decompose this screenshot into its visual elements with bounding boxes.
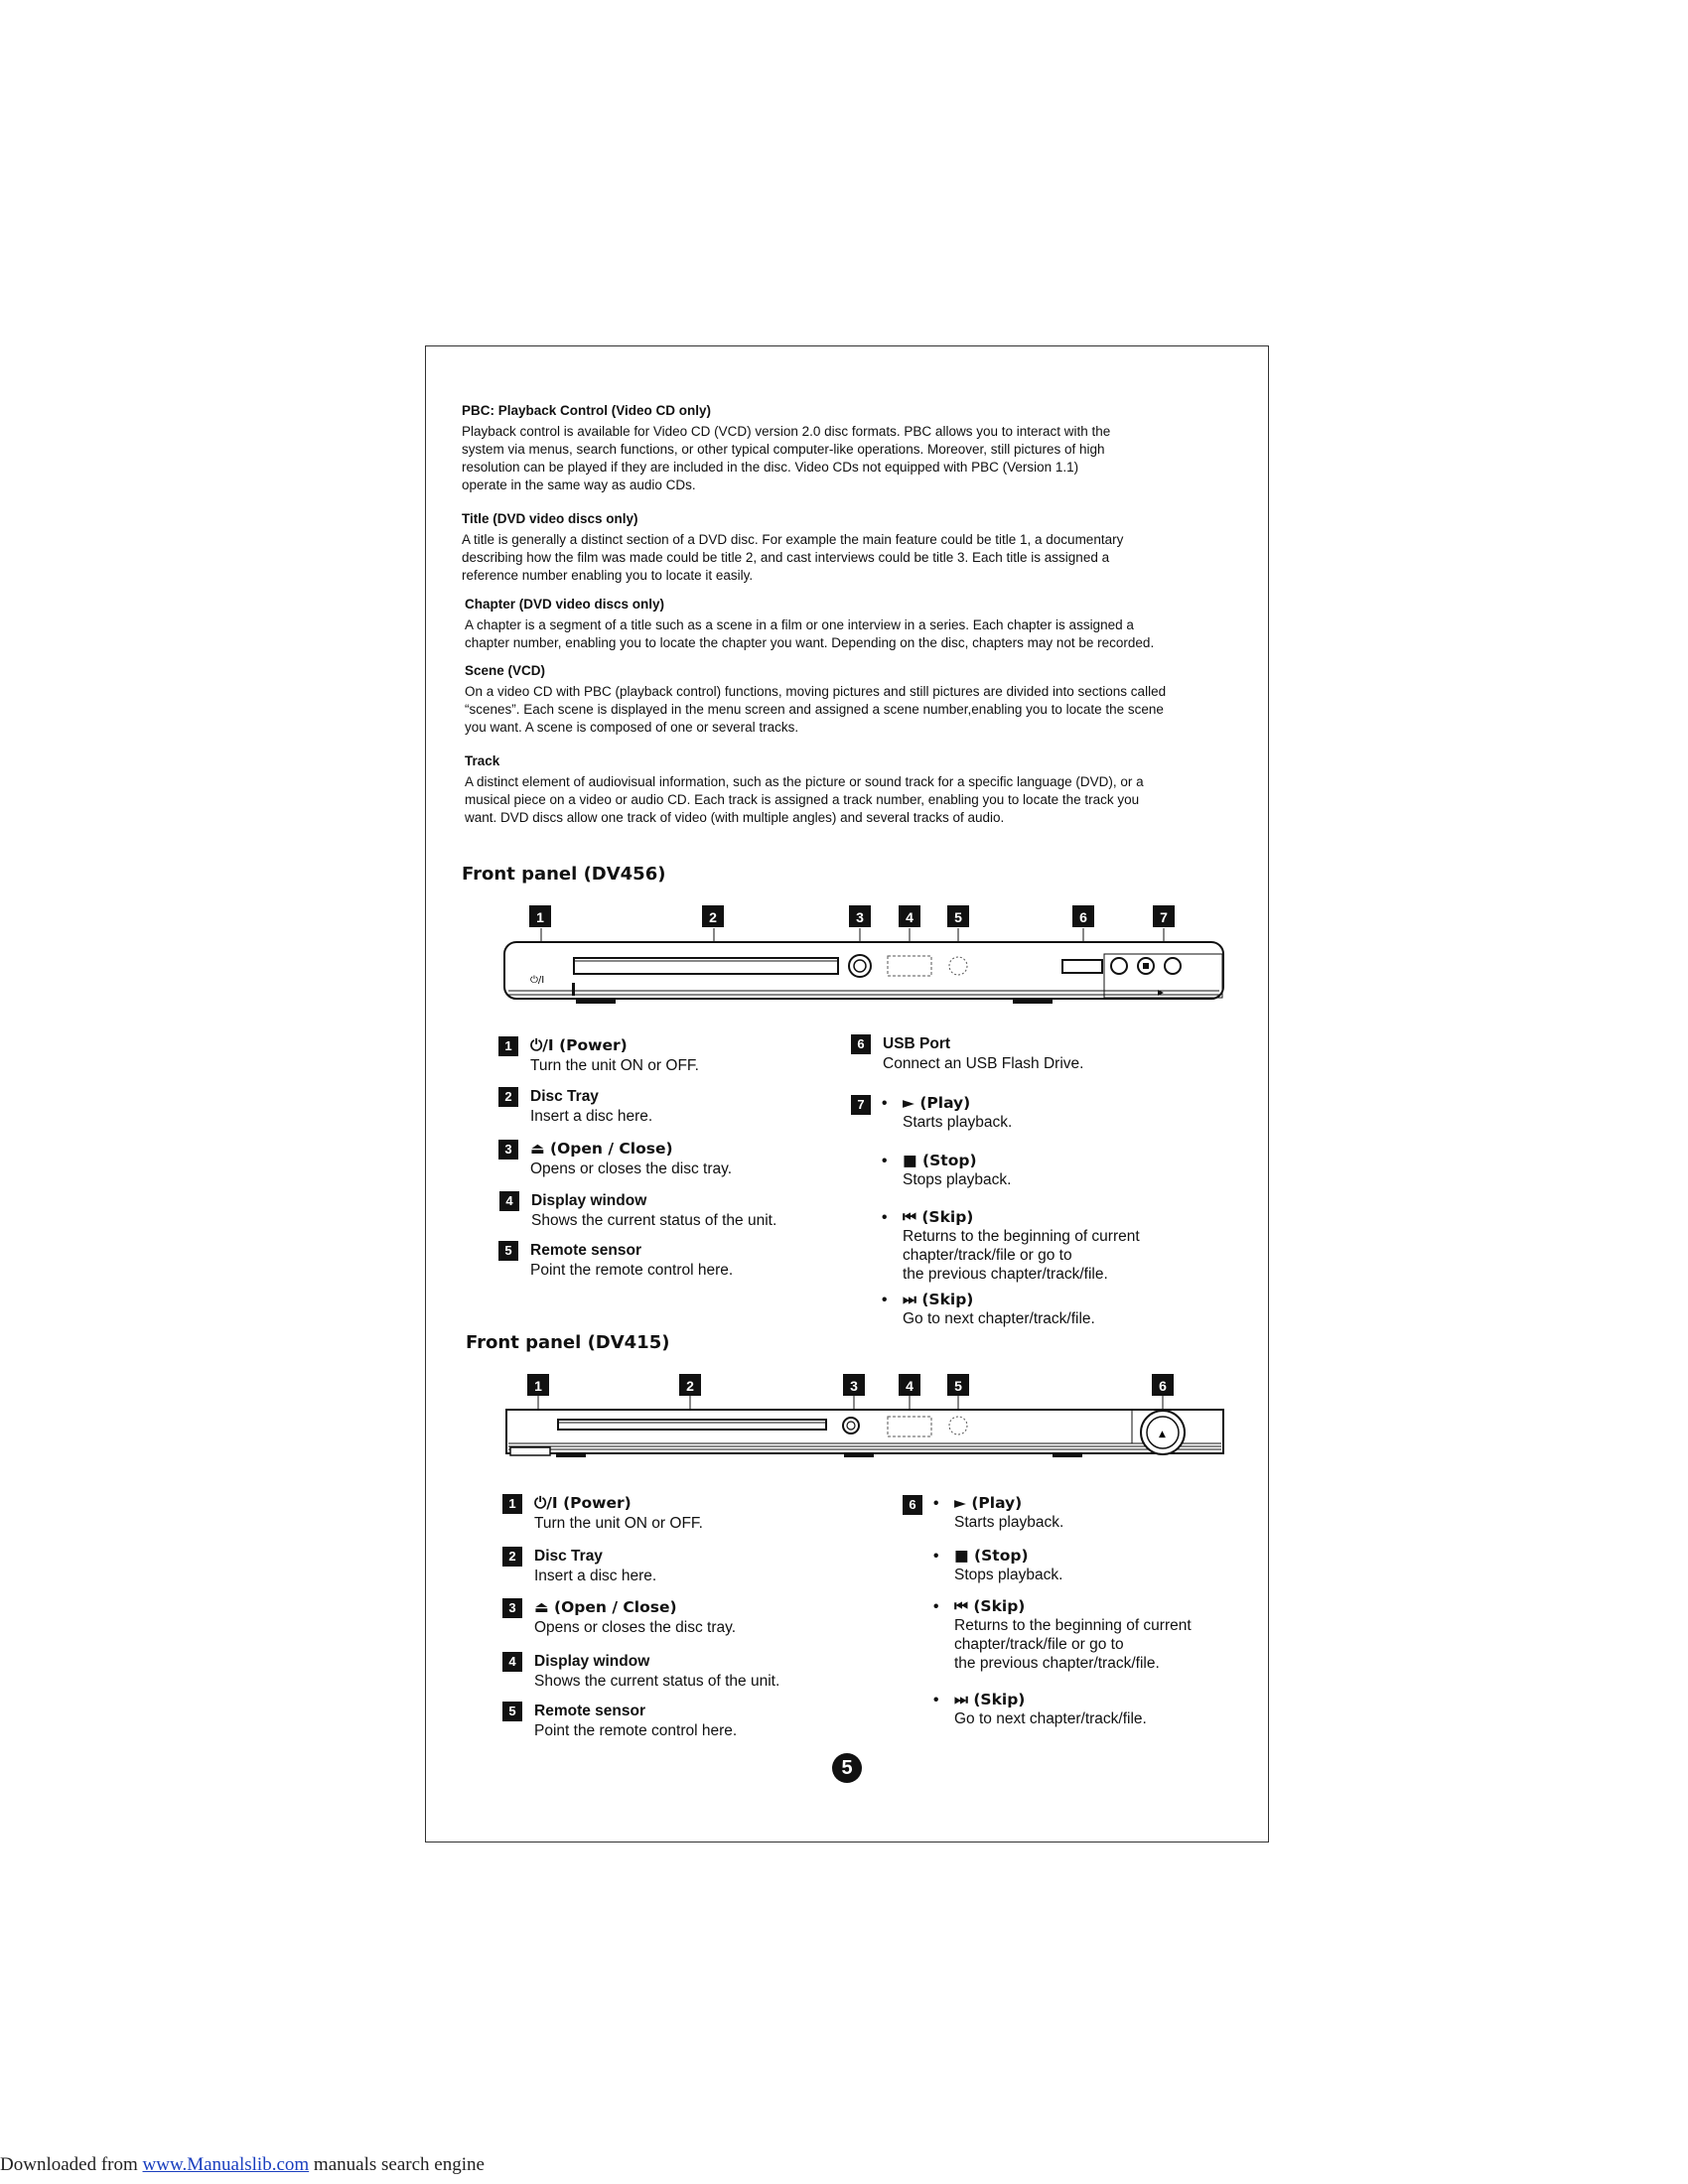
panel2-bullet-play: • ► (Play) Starts playback. bbox=[933, 1494, 1064, 1531]
dvd-player-dv456-illustration bbox=[496, 928, 1231, 1018]
bullet-desc: chapter/track/file or go to bbox=[954, 1636, 1124, 1653]
bullet-label: ⏭ (Skip) bbox=[954, 1691, 1026, 1708]
callout-marker: 5 bbox=[947, 1374, 969, 1396]
item-label: ⏻/I (Power) bbox=[534, 1494, 632, 1512]
footer-prefix: Downloaded from bbox=[0, 2154, 143, 2175]
item-marker: 6 bbox=[903, 1495, 922, 1515]
item-desc: Insert a disc here. bbox=[530, 1108, 653, 1125]
item-label: Display window bbox=[534, 1653, 650, 1670]
item-marker: 4 bbox=[499, 1191, 519, 1211]
bullet-desc: Go to next chapter/track/file. bbox=[954, 1710, 1147, 1727]
item-label: USB Port bbox=[883, 1035, 951, 1052]
section-body: A chapter is a segment of a title such as a scene in a film or one interview in a series. Each chapter is assigned a chapter number, enabling you to locate the chapter you want. Depending on the disc, chapters may not be recorded. bbox=[465, 617, 1155, 650]
panel1-item-disc-tray bbox=[498, 1087, 652, 1126]
panel1-item-power bbox=[498, 1036, 699, 1075]
panel2-item-power bbox=[502, 1494, 703, 1533]
panel1-bullet-skip-next: • ⏭ (Skip) Go to next chapter/track/file. bbox=[882, 1291, 1095, 1327]
panel1-item-usb-port bbox=[851, 1034, 1083, 1073]
item-label: Remote sensor bbox=[534, 1703, 645, 1719]
bullet-desc: Returns to the beginning of current bbox=[954, 1617, 1192, 1634]
item-label: Disc Tray bbox=[534, 1548, 603, 1565]
footer-link[interactable]: www.Manualslib.com bbox=[142, 2154, 310, 2175]
dvd-player-dv415-illustration bbox=[496, 1396, 1231, 1475]
panel2-item-disc-tray bbox=[502, 1547, 656, 1585]
bullet-desc: Stops playback. bbox=[954, 1567, 1063, 1583]
callout-marker: 6 bbox=[1072, 905, 1094, 927]
panel1-bullet-stop: • ■ (Stop) Stops playback. bbox=[882, 1152, 1012, 1188]
section-body: A distinct element of audiovisual information, such as the picture or sound track for a specific language (DVD), or a musical piece on a video or audio CD. Each track is assigned a track number, enabling you to locate the track you want. DVD discs allow one track of video (with multiple angles) and several tracks of audio. bbox=[465, 774, 1144, 825]
item-desc: Shows the current status of the unit. bbox=[534, 1673, 780, 1690]
item-desc: Turn the unit ON or OFF. bbox=[530, 1057, 699, 1074]
bullet-desc: chapter/track/file or go to bbox=[903, 1247, 1072, 1264]
bullet-desc: Returns to the beginning of current bbox=[903, 1228, 1140, 1245]
item-label: ⏻/I (Power) bbox=[530, 1036, 628, 1054]
section-track bbox=[465, 752, 1259, 827]
item-marker: 5 bbox=[502, 1702, 522, 1721]
bullet-label: ⏮ (Skip) bbox=[954, 1597, 1026, 1615]
bullet-desc: Go to next chapter/track/file. bbox=[903, 1310, 1095, 1327]
item-label: Disc Tray bbox=[530, 1088, 599, 1105]
item-label: Remote sensor bbox=[530, 1242, 641, 1259]
item-label: Display window bbox=[531, 1192, 647, 1209]
item-desc: Opens or closes the disc tray. bbox=[534, 1619, 737, 1636]
panel2-bullet-skip-back: • ⏮ (Skip) Returns to the beginning of current chapter/track/file or go to the previous chapter/track/file. bbox=[933, 1597, 1192, 1672]
item-marker: 5 bbox=[498, 1241, 518, 1261]
item-label: ⏏ (Open / Close) bbox=[530, 1140, 673, 1158]
bullet-label: ⏭ (Skip) bbox=[903, 1291, 974, 1308]
callout-marker: 1 bbox=[529, 905, 551, 927]
bullet-desc: the previous chapter/track/file. bbox=[903, 1266, 1108, 1283]
panel1-item-open-close bbox=[498, 1140, 732, 1178]
callout-marker: 1 bbox=[527, 1374, 549, 1396]
panel1-bullet-skip-back: • ⏮ (Skip) Returns to the beginning of current chapter/track/file or go to the previous chapter/track/file. bbox=[882, 1208, 1140, 1283]
item-marker: 2 bbox=[502, 1547, 522, 1567]
svg-text:▲: ▲ bbox=[1159, 1430, 1166, 1439]
footer-suffix: manuals search engine bbox=[309, 2154, 485, 2175]
item-marker: 2 bbox=[498, 1087, 518, 1107]
bullet-label: ⏮ (Skip) bbox=[903, 1208, 974, 1226]
item-marker: 7 bbox=[851, 1095, 871, 1115]
bullet-label: ► (Play) bbox=[903, 1094, 971, 1112]
section-title: PBC: Playback Control (Video CD only) bbox=[462, 403, 712, 418]
panel1-bullet-play: • ► (Play) Starts playback. bbox=[882, 1094, 1013, 1131]
panel1-item-display-window bbox=[499, 1191, 776, 1230]
item-desc: Point the remote control here. bbox=[530, 1262, 734, 1279]
item-marker: 3 bbox=[502, 1598, 522, 1618]
bullet-desc: the previous chapter/track/file. bbox=[954, 1655, 1160, 1672]
section-pbc bbox=[462, 402, 1236, 494]
item-label: ⏏ (Open / Close) bbox=[534, 1598, 677, 1616]
power-mark: ⏻/I bbox=[530, 975, 545, 986]
section-title: Title (DVD video discs only) bbox=[462, 511, 638, 526]
section-title-dvd bbox=[462, 510, 1246, 585]
panel-heading-dv456: Front panel (DV456) bbox=[462, 864, 666, 885]
panel1-item-remote-sensor bbox=[498, 1241, 733, 1280]
bullet-label: ■ (Stop) bbox=[903, 1152, 977, 1169]
callout-marker: 4 bbox=[899, 905, 920, 927]
item-desc: Opens or closes the disc tray. bbox=[530, 1160, 733, 1177]
item-marker: 3 bbox=[498, 1140, 518, 1160]
bullet-desc: Starts playback. bbox=[954, 1514, 1064, 1531]
callout-marker: 2 bbox=[702, 905, 724, 927]
callout-marker: 3 bbox=[843, 1374, 865, 1396]
item-desc: Point the remote control here. bbox=[534, 1722, 738, 1739]
section-scene bbox=[465, 662, 1259, 737]
callout-marker: 7 bbox=[1153, 905, 1175, 927]
callout-marker: 5 bbox=[947, 905, 969, 927]
callout-marker: 6 bbox=[1152, 1374, 1174, 1396]
panel2-item-remote-sensor bbox=[502, 1702, 737, 1740]
item-marker: 4 bbox=[502, 1652, 522, 1672]
section-title: Chapter (DVD video discs only) bbox=[465, 597, 665, 612]
panel2-bullet-skip-next: • ⏭ (Skip) Go to next chapter/track/file. bbox=[933, 1691, 1147, 1727]
item-desc: Insert a disc here. bbox=[534, 1568, 657, 1584]
callout-marker: 3 bbox=[849, 905, 871, 927]
section-title: Track bbox=[465, 753, 500, 768]
item-desc: Shows the current status of the unit. bbox=[531, 1212, 777, 1229]
section-title: Scene (VCD) bbox=[465, 663, 546, 678]
item-marker: 1 bbox=[498, 1036, 518, 1056]
panel-heading-dv415: Front panel (DV415) bbox=[466, 1332, 670, 1353]
panel2-bullet-stop: • ■ (Stop) Stops playback. bbox=[933, 1547, 1063, 1583]
section-chapter bbox=[465, 596, 1249, 652]
bullet-desc: Starts playback. bbox=[903, 1114, 1013, 1131]
item-desc: Connect an USB Flash Drive. bbox=[883, 1055, 1084, 1072]
bullet-desc: Stops playback. bbox=[903, 1171, 1012, 1188]
item-desc: Turn the unit ON or OFF. bbox=[534, 1515, 703, 1532]
callout-marker: 2 bbox=[679, 1374, 701, 1396]
panel2-item-open-close bbox=[502, 1598, 736, 1637]
page-number: 5 bbox=[832, 1753, 862, 1783]
callout-marker: 4 bbox=[899, 1374, 920, 1396]
item-marker: 6 bbox=[851, 1034, 871, 1054]
footer bbox=[0, 2154, 485, 2176]
bullet-label: ► (Play) bbox=[954, 1494, 1023, 1512]
panel2-item-display-window bbox=[502, 1652, 779, 1691]
bullet-label: ■ (Stop) bbox=[954, 1547, 1029, 1565]
item-marker: 1 bbox=[502, 1494, 522, 1514]
section-body: A title is generally a distinct section of a DVD disc. For example the main feature could be title 1, a documentary describing how the film was made could be title 2, and cast interviews could be title 3. Each title is assigned a reference number enabling you to locate it easily. bbox=[462, 532, 1124, 583]
section-body: On a video CD with PBC (playback control) functions, moving pictures and still pictures are divided into sections called “scenes”. Each scene is displayed in the menu screen and assigned a scene number,enabling you to locate the scene you want. A scene is composed of one or several tracks. bbox=[465, 684, 1167, 735]
section-body: Playback control is available for Video CD (VCD) version 2.0 disc formats. PBC allows you to interact with the system via menus, search functions, or other typical computer-like operations. Moreover, still pictures of high resolution can be played if they are included in the disc. Video CDs not equipped with PBC (Version 1.1) operate in the same way as audio CDs. bbox=[462, 424, 1111, 492]
